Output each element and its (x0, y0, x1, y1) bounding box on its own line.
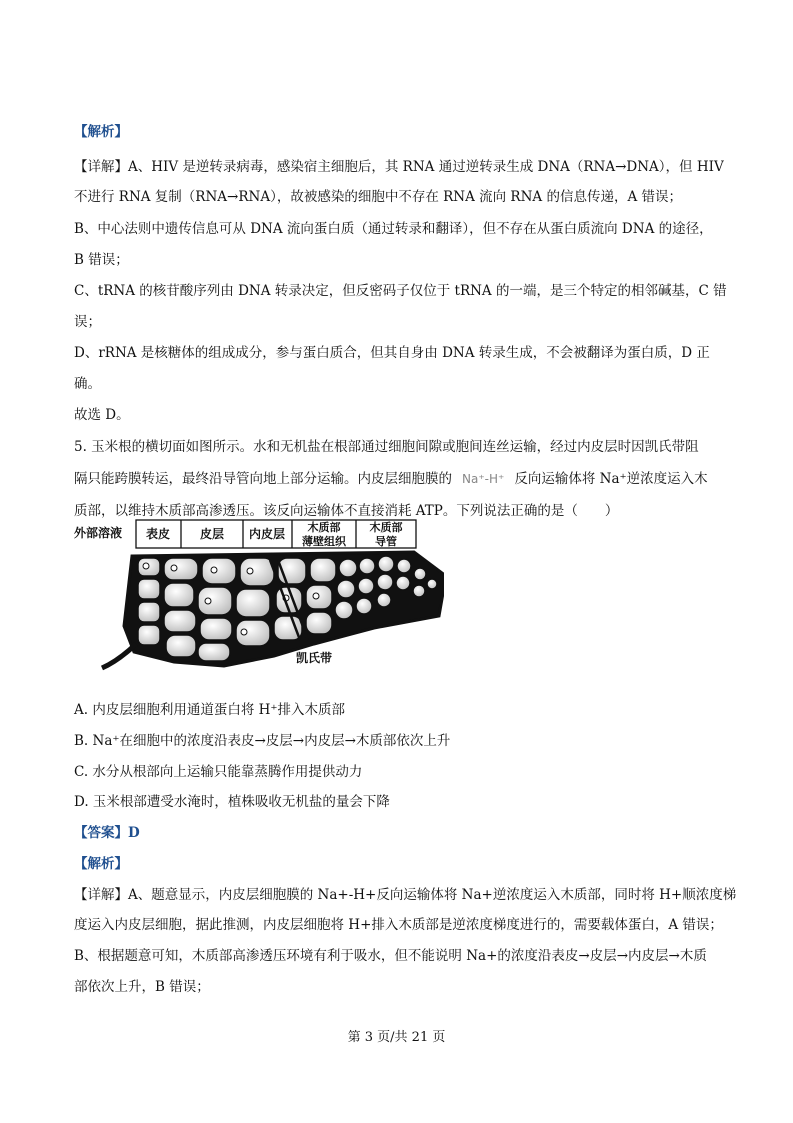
question-stem-line (74, 469, 708, 489)
answer-label: 【答案】D (74, 825, 140, 841)
option-b: B. Na⁺在细胞中的浓度沿表皮→皮层→内皮层→木质部依次上升 (74, 733, 451, 749)
antiporter-formula: Na⁺-H⁺ (462, 472, 505, 486)
question-stem-line: 5. 玉米根的横切面如图所示。水和无机盐在根部通过细胞间隙或胞间连丝运输，经过内皮层时因凯氏带阻 (74, 439, 699, 455)
prev-detail-line: 确。 (74, 376, 101, 392)
prev-detail-line: B 错误； (74, 252, 129, 268)
option-a: A. 内皮层细胞利用通道蛋白将 H⁺排入木质部 (74, 702, 346, 718)
header-epidermis: 表皮 (145, 527, 171, 541)
casparian-strip-label: 凯氏带 (296, 651, 333, 665)
prev-detail-line: D、rRNA 是核糖体的组成成分，参与蛋白质合，但其自身由 DNA 转录生成，不会被翻译为蛋白质，D 正 (74, 345, 710, 361)
page-footer: 第 3 页/共 21 页 (347, 1030, 446, 1045)
detail-line: B、根据题意可知，木质部高渗透压环境有利于吸水，但不能说明 Na+的浓度沿表皮→皮层→内皮层→木质 (74, 948, 707, 964)
prev-detail-line: C、tRNA 的核苷酸序列由 DNA 转录决定，但反密码子仅位于 tRNA 的一端，是三个特定的相邻碱基，C 错 (74, 283, 727, 299)
question-text: 反向运输体将 Na⁺逆浓度运入木 (514, 471, 708, 487)
detail-line: 部依次上升，B 错误； (74, 979, 210, 995)
header-vessel: 导管 (375, 535, 397, 548)
analysis-label: 【解析】 (74, 124, 128, 140)
header-xylem-2: 木质部 (369, 521, 403, 534)
detail-line: 度运入内皮层细胞，据此推测，内皮层细胞将 H+排入木质部是逆浓度梯度进行的，需要载体蛋白，A 错误； (74, 917, 723, 933)
prev-detail-line: B、中心法则中遗传信息可从 DNA 流向蛋白质（通过转录和翻译），但不存在从蛋白质流向 DNA 的途径， (74, 221, 713, 237)
header-endodermis: 内皮层 (248, 527, 286, 541)
header-xylem: 木质部 (307, 521, 341, 534)
option-c: C. 水分从根部向上运输只能靠蒸腾作用提供动力 (74, 764, 363, 780)
option-d: D. 玉米根部遭受水淹时，植株吸收无机盐的量会下降 (74, 794, 390, 810)
root-cross-section-figure (74, 516, 444, 676)
prev-detail-line: 误； (74, 314, 101, 330)
external-solution-label: 外部溶液 (74, 526, 123, 540)
prev-detail-line: 故选 D。 (74, 407, 130, 423)
header-parenchyma: 薄壁组织 (302, 535, 346, 548)
question-stem-line: 质部，以维持木质部高渗透压。该反向运输体不直接消耗 ATP。下列说法正确的是（ ） (74, 503, 619, 519)
analysis-label: 【解析】 (74, 856, 128, 872)
header-cortex: 皮层 (199, 527, 225, 541)
prev-detail-line: 不进行 RNA 复制（RNA→RNA），故被感染的细胞中不存在 RNA 流向 RNA 的信息传递，A 错误； (74, 189, 682, 205)
question-text: 隔只能跨膜转运，最终沿导管向地上部分运输。内皮层细胞膜的 (74, 471, 452, 487)
detail-line: 【详解】A、题意显示，内皮层细胞膜的 Na+-H+反向运输体将 Na+逆浓度运入木质部，同时将 H+顺浓度梯 (74, 887, 737, 903)
prev-detail-line: 【详解】A、HIV 是逆转录病毒，感染宿主细胞后，其 RNA 通过逆转录生成 DNA（RNA→DNA），但 HIV (74, 159, 724, 175)
